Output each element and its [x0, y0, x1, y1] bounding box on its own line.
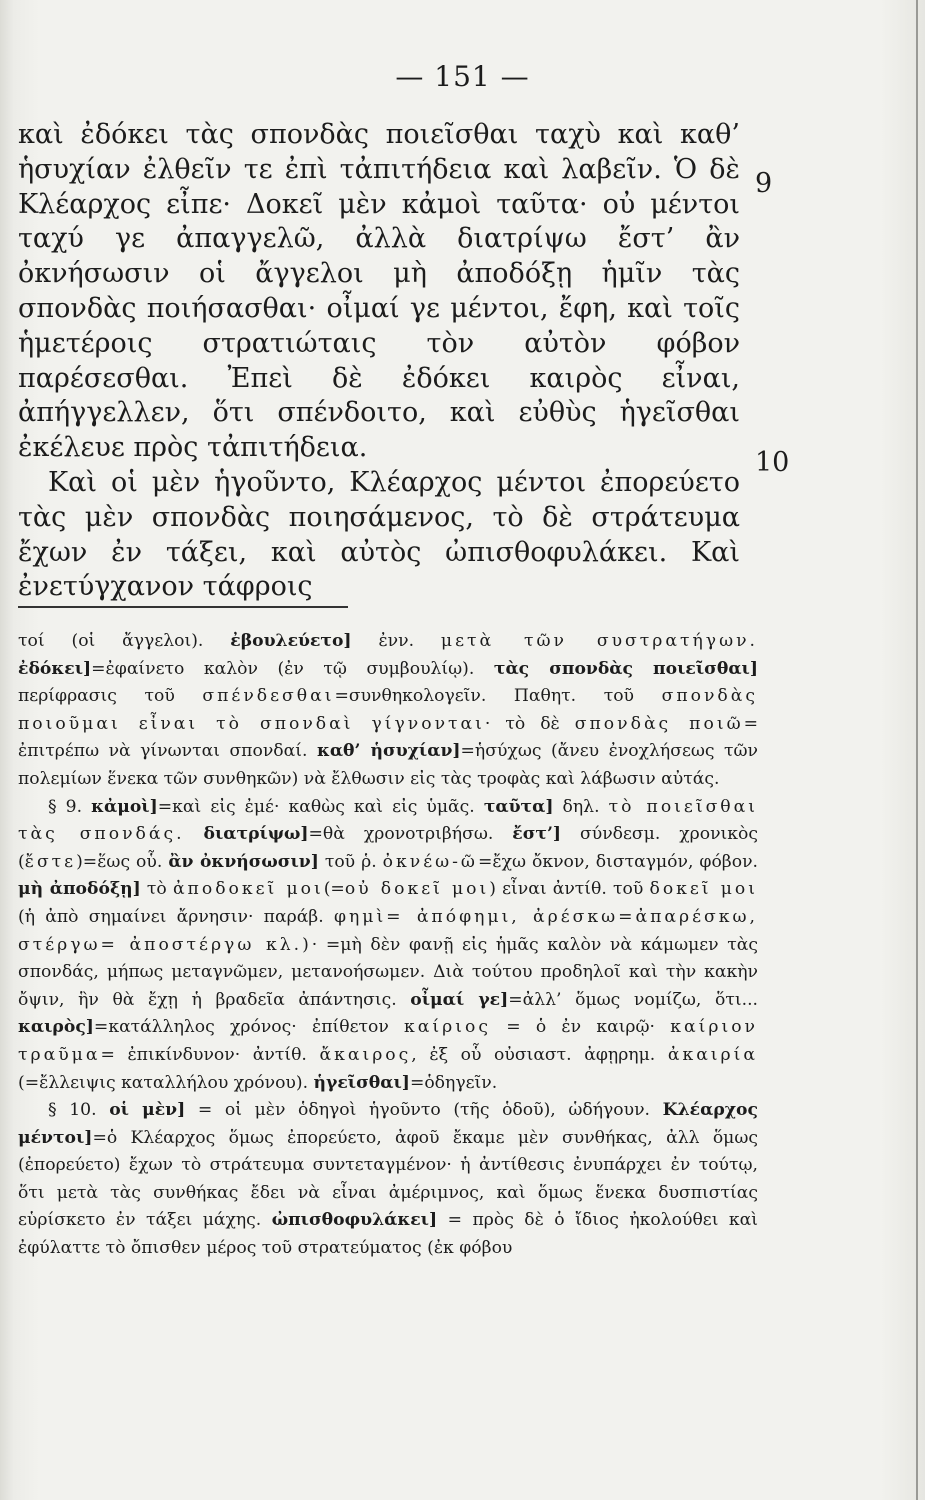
note-spaced: καίριος: [404, 1017, 491, 1038]
note-text: =ἀλλ’ ὅμως νομίζω, ὅτι...: [508, 989, 758, 1010]
note-text: δηλ.: [553, 796, 609, 817]
note-text: , ἐξ οὗ οὐσιαστ. ἀφῃρημ.: [411, 1044, 668, 1065]
note-lemma: καθ’ ἡσυχίαν]: [316, 741, 461, 762]
note-text: · =μὴ δὲν φανῇ εἰς ἡμᾶς καλὸν νὰ κάμωμεν τὰς σπονδάς, μήπως μεταγνῶμεν, μετανοήσωμεν. Διὰ τούτου προδηλοῖ καὶ τὴν κακὴν ὄψιν, ἣν θὰ ἔχῃ ἡ βραδεῖα ἀπάντησις.: [18, 934, 758, 1010]
note-text: = ἐπικίνδυνον· ἀντίθ.: [100, 1044, 320, 1065]
note-text: = οἱ μὲν ὁδηγοὶ ἡγοῦντο (τῆς ὁδοῦ), ὡδήγουν.: [185, 1100, 663, 1121]
note-text: § 10.: [48, 1100, 110, 1121]
note-lemma: κἀμοὶ]: [91, 796, 158, 817]
section-number-9: 9: [755, 168, 773, 199]
note-text: § 9.: [48, 796, 92, 817]
note-text: =ἔχω ὄκνον, δισταγμόν, φόβον.: [477, 851, 758, 872]
note-spaced: οὐ δοκεῖ μοι: [344, 879, 490, 900]
note-text: =ὁδηγεῖν.: [409, 1072, 498, 1093]
note-text: =ἡσύχως (ἄνευ ἐνοχλήσεως τῶν πολεμίων ἕνεκα τῶν συνθηκῶν) νὰ ἔλθωσιν εἰς τὰς τροφὰς καὶ λάβωσιν αὐτάς.: [18, 741, 758, 789]
note-lemma: ἐδόκει]: [18, 658, 92, 679]
note-spaced: σπονδὰς ποιῶ: [574, 713, 744, 734]
note-lemma: οἶμαί γε]: [410, 989, 509, 1010]
note-paragraph-2: [18, 794, 758, 1098]
section-number-10: 10: [755, 447, 790, 478]
note-lemma: ἡγεῖσθαι]: [313, 1072, 410, 1093]
note-text: ἐνν.: [351, 631, 441, 651]
main-paragraph-1: καὶ ἐδόκει τὰς σπονδὰς ποιεῖσθαι ταχὺ καὶ καθ’ ἡσυχίαν ἐλθεῖν τε ἐπὶ τἀπιτήδεια καὶ λαβεῖν. Ὁ δὲ Κλέαρχος εἶπε· Δοκεῖ μὲν κἀμοὶ ταῦτα· οὐ μέντοι ταχύ γε ἀπαγγελῶ, ἀλλὰ διατρίψω ἔστ’ ἂν ὀκνήσωσιν οἱ ἄγγελοι μὴ ἀποδόξῃ ἡμῖν τὰς σπονδὰς ποιήσασθαι· οἶμαί γε μέντοι, ἔφη, καὶ τοῖς ἡμετέροις στρατιώταις τὸν αὐτὸν φόβον παρέσεσθαι. Ἐπεὶ δὲ ἐδόκει καιρὸς εἶναι, ἀπήγγελλεν, ὅτι σπένδοιτο, καὶ εὐθὺς ἡγεῖσθαι ἐκέλευε πρὸς τἀπιτήδεια.: [18, 119, 740, 464]
note-lemma: ἂν ὀκνήσωσιν]: [168, 851, 319, 872]
note-spaced: δοκεῖ μοι: [649, 879, 758, 900]
note-lemma: ὠπισθοφυλάκει]: [271, 1210, 438, 1231]
note-lemma: ἔστ’]: [512, 824, 562, 845]
note-spaced: μετὰ τῶν συστρατήγων.: [440, 631, 758, 651]
page-edge-line: [916, 0, 918, 1500]
note-text: ) εἶναι ἀντίθ. τοῦ: [489, 879, 650, 900]
page-number: — 151 —: [395, 60, 530, 93]
note-text: τὸ: [140, 879, 173, 900]
main-paragraph-2: Καὶ οἱ μὲν ἡγοῦντο, Κλέαρχος μέντοι ἐπορεύετο τὰς μὲν σπονδὰς ποιησάμενος, τὸ δὲ στράτευμα ἔχων ἐν τάξει, καὶ αὐτὸς ὠπισθοφυλάκει. Καὶ ἐνετύγχανον τάφροις: [18, 466, 740, 603]
note-spaced: ἄκαιρος: [319, 1044, 412, 1065]
note-paragraph-3: [18, 1097, 758, 1263]
note-spaced: ἀποδοκεῖ μοι: [172, 879, 324, 900]
note-lemma: Κλέαρχος μέντοι]: [18, 1100, 758, 1148]
note-spaced: ἀκαιρία: [667, 1044, 758, 1065]
note-lemma: ταῦτα]: [483, 796, 554, 817]
note-text: )=ἕως οὗ.: [76, 851, 169, 872]
note-spaced: ἔστε: [24, 851, 77, 872]
note-text: σύνδεσμ. χρονικὸς (: [18, 824, 759, 872]
note-lemma: τὰς σπονδὰς ποιεῖσθαι]: [493, 658, 758, 679]
note-text: =κατάλληλος χρόνος· ἐπίθετον: [93, 1017, 405, 1038]
note-text: = πρὸς δὲ ὁ ἴδιος ἠκολούθει καὶ ἐφύλαττε τὸ ὄπισθεν μέρος τοῦ στρατεύματος (ἐκ φόβου: [18, 1210, 758, 1259]
note-text: (ἡ ἀπὸ σημαίνει ἄρνησιν· παράβ.: [18, 906, 334, 927]
note-lemma: καιρὸς]: [18, 1017, 94, 1038]
note-text: (=: [323, 879, 345, 900]
note-text: = ἐπιτρέπω νὰ γίνωνται σπονδαί.: [18, 713, 758, 762]
note-text: (=ἔλλειψις καταλλήλου χρόνου).: [18, 1072, 314, 1093]
note-lemma: οἱ μὲν]: [109, 1100, 186, 1121]
note-spaced: σπονδὰς ποιοῦμαι εἶναι τὸ σπονδαὶ γίγνονται: [18, 686, 758, 734]
note-spaced: τὸ ποιεῖσθαι τὰς σπονδάς.: [18, 796, 758, 845]
main-text: [18, 118, 740, 605]
note-spaced: ὀκνέω-ῶ: [382, 851, 478, 872]
note-text: =καὶ εἰς ἐμέ· καθὼς καὶ εἰς ὑμᾶς.: [157, 796, 484, 817]
note-text: =ἐφαίνετο καλὸν (ἐν τῷ συμβουλίῳ).: [91, 658, 494, 679]
note-text: περίφρασις τοῦ: [18, 686, 203, 707]
note-spaced: σπένδεσθαι: [202, 686, 335, 707]
note-text: · τὸ δὲ: [484, 713, 575, 734]
note-text: = ὁ ἐν καιρῷ·: [490, 1017, 671, 1038]
footnote-rule: [18, 606, 348, 608]
note-text: =θὰ χρονοτριβήσω.: [308, 824, 513, 845]
commentary-notes: [18, 628, 758, 1263]
note-spaced: φημὶ= ἀπόφημι, ἀρέσκω=ἀπαρέσκω, στέργω= ἀποστέργω κλ.): [18, 906, 758, 955]
note-spaced: καίριον τραῦμα: [18, 1017, 758, 1065]
note-lemma: μὴ ἀποδόξῃ]: [18, 879, 141, 900]
note-text: =ὁ Κλέαρχος ὅμως ἐπορεύετο, ἀφοῦ ἔκαμε μὲν συνθήκας, ἀλλ ὅμως (ἐπορεύετο) ἔχων τὸ στράτευμα συντεταγμένον· ἡ ἀντίθεσις ἐνυπάρχει ἐν τούτῳ, ὅτι μετὰ τὰς συνθήκας ἔδει νὰ εἶναι ἀμέριμνος, καὶ ὅμως ἕνεκα δυσπιστίας εὑρίσκετο ἐν τάξει μάχης.: [18, 1127, 758, 1231]
note-lemma: διατρίψω]: [203, 824, 309, 845]
note-lemma: ἐβουλεύετο]: [230, 631, 352, 651]
note-text: =συνθηκολογεῖν. Παθητ. τοῦ: [334, 686, 662, 707]
note-text: τοί (οἱ ἄγγελοι).: [18, 631, 231, 651]
note-text: τοῦ ῥ.: [318, 851, 383, 872]
note-paragraph-1: [18, 628, 758, 794]
note-text: [185, 824, 204, 844]
